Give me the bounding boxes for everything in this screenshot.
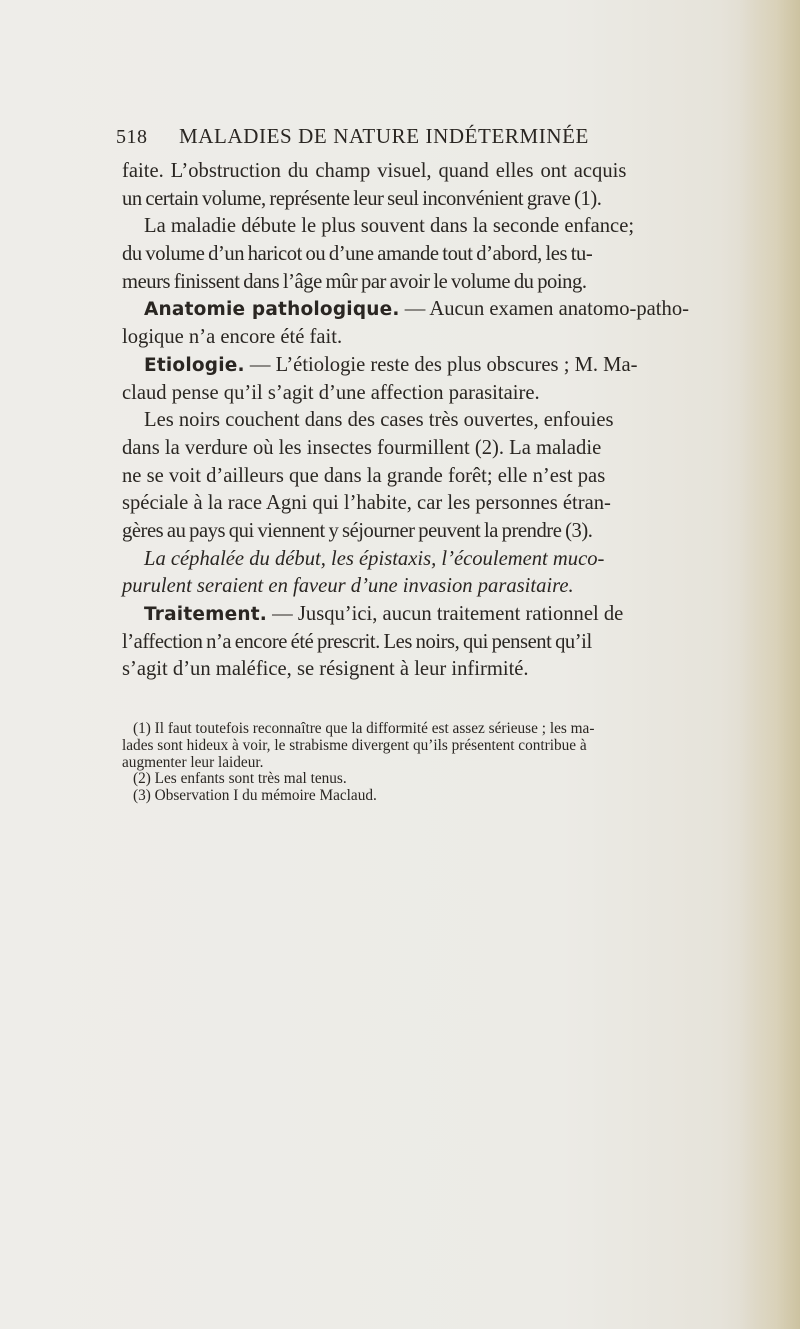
anatomie-heading: Anatomie pathologique. <box>144 299 400 321</box>
text-line: spéciale à la race Agni qui l’habite, car les personnes étran- <box>122 492 611 515</box>
traitement-section-line <box>122 601 707 629</box>
text-line: meurs finissent dans l’âge mûr par avoir le volume du poing. <box>122 270 587 293</box>
text-line: logique n’a encore été fait. <box>122 326 343 349</box>
footnote-3: (3) Observation I du mémoire Maclaud. <box>133 787 377 805</box>
text-line: Les noirs couchent dans des cases très ouvertes, enfouies <box>144 409 614 432</box>
text-line: ne se voit d’ailleurs que dans la grande forêt; elle n’est pas <box>122 464 606 487</box>
text-line: faite. L’obstruction du champ visuel, quand elles ont acquis <box>122 160 627 182</box>
footnote-1-line: lades sont hideux à voir, le strabisme divergent qu’ils présentent contribue à <box>122 736 587 754</box>
italic-line: La céphalée du début, les épistaxis, l’écoulement muco- <box>144 547 605 570</box>
text-line: l’affection n’a encore été prescrit. Les noirs, qui pensent qu’il <box>122 630 592 653</box>
italic-line: purulent seraient en faveur d’une invasion parasitaire. <box>122 575 574 598</box>
running-title: MALADIES DE NATURE INDÉTERMINÉE <box>179 124 589 148</box>
footnote-1-line: (1) Il faut toutefois reconnaître que la difformité est assez sérieuse ; les ma- <box>133 720 595 737</box>
text-line: La maladie débute le plus souvent dans la seconde enfance; <box>144 215 635 238</box>
text-span: — Aucun examen anatomo-patho- <box>399 298 689 321</box>
text-line: un certain volume, représente leur seul inconvénient grave (1). <box>122 187 602 210</box>
text-line: claud pense qu’il s’agit d’une affection parasitaire. <box>122 381 540 404</box>
text-line: dans la verdure où les insectes fourmillent (2). La maladie <box>122 436 602 459</box>
anatomie-section-line <box>122 296 707 324</box>
footnote-1-line: augmenter leur laideur. <box>122 753 264 771</box>
footnote-2: (2) Les enfants sont très mal tenus. <box>133 770 347 788</box>
body-text <box>122 158 707 684</box>
text-line: du volume d’un haricot ou d’une amande tout d’abord, les tu- <box>122 243 593 266</box>
etiologie-heading: Etiologie. <box>144 354 245 376</box>
footnotes <box>122 721 712 805</box>
page-header <box>116 122 676 154</box>
etiologie-section-line <box>122 352 707 380</box>
page-number: 518 <box>116 126 148 148</box>
text-span: — Jusqu’ici, aucun traitement rationnel de <box>267 603 624 625</box>
text-span: — L’étiologie reste des plus obscures ; M. Ma- <box>244 353 638 376</box>
page-edge-stain <box>740 0 800 1329</box>
traitement-heading: Traitement. <box>144 604 267 625</box>
text-line: gères au pays qui viennent y séjourner peuvent la prendre (3). <box>122 519 593 542</box>
text-line: s’agit d’un maléfice, se résignent à leur infirmité. <box>122 658 529 681</box>
